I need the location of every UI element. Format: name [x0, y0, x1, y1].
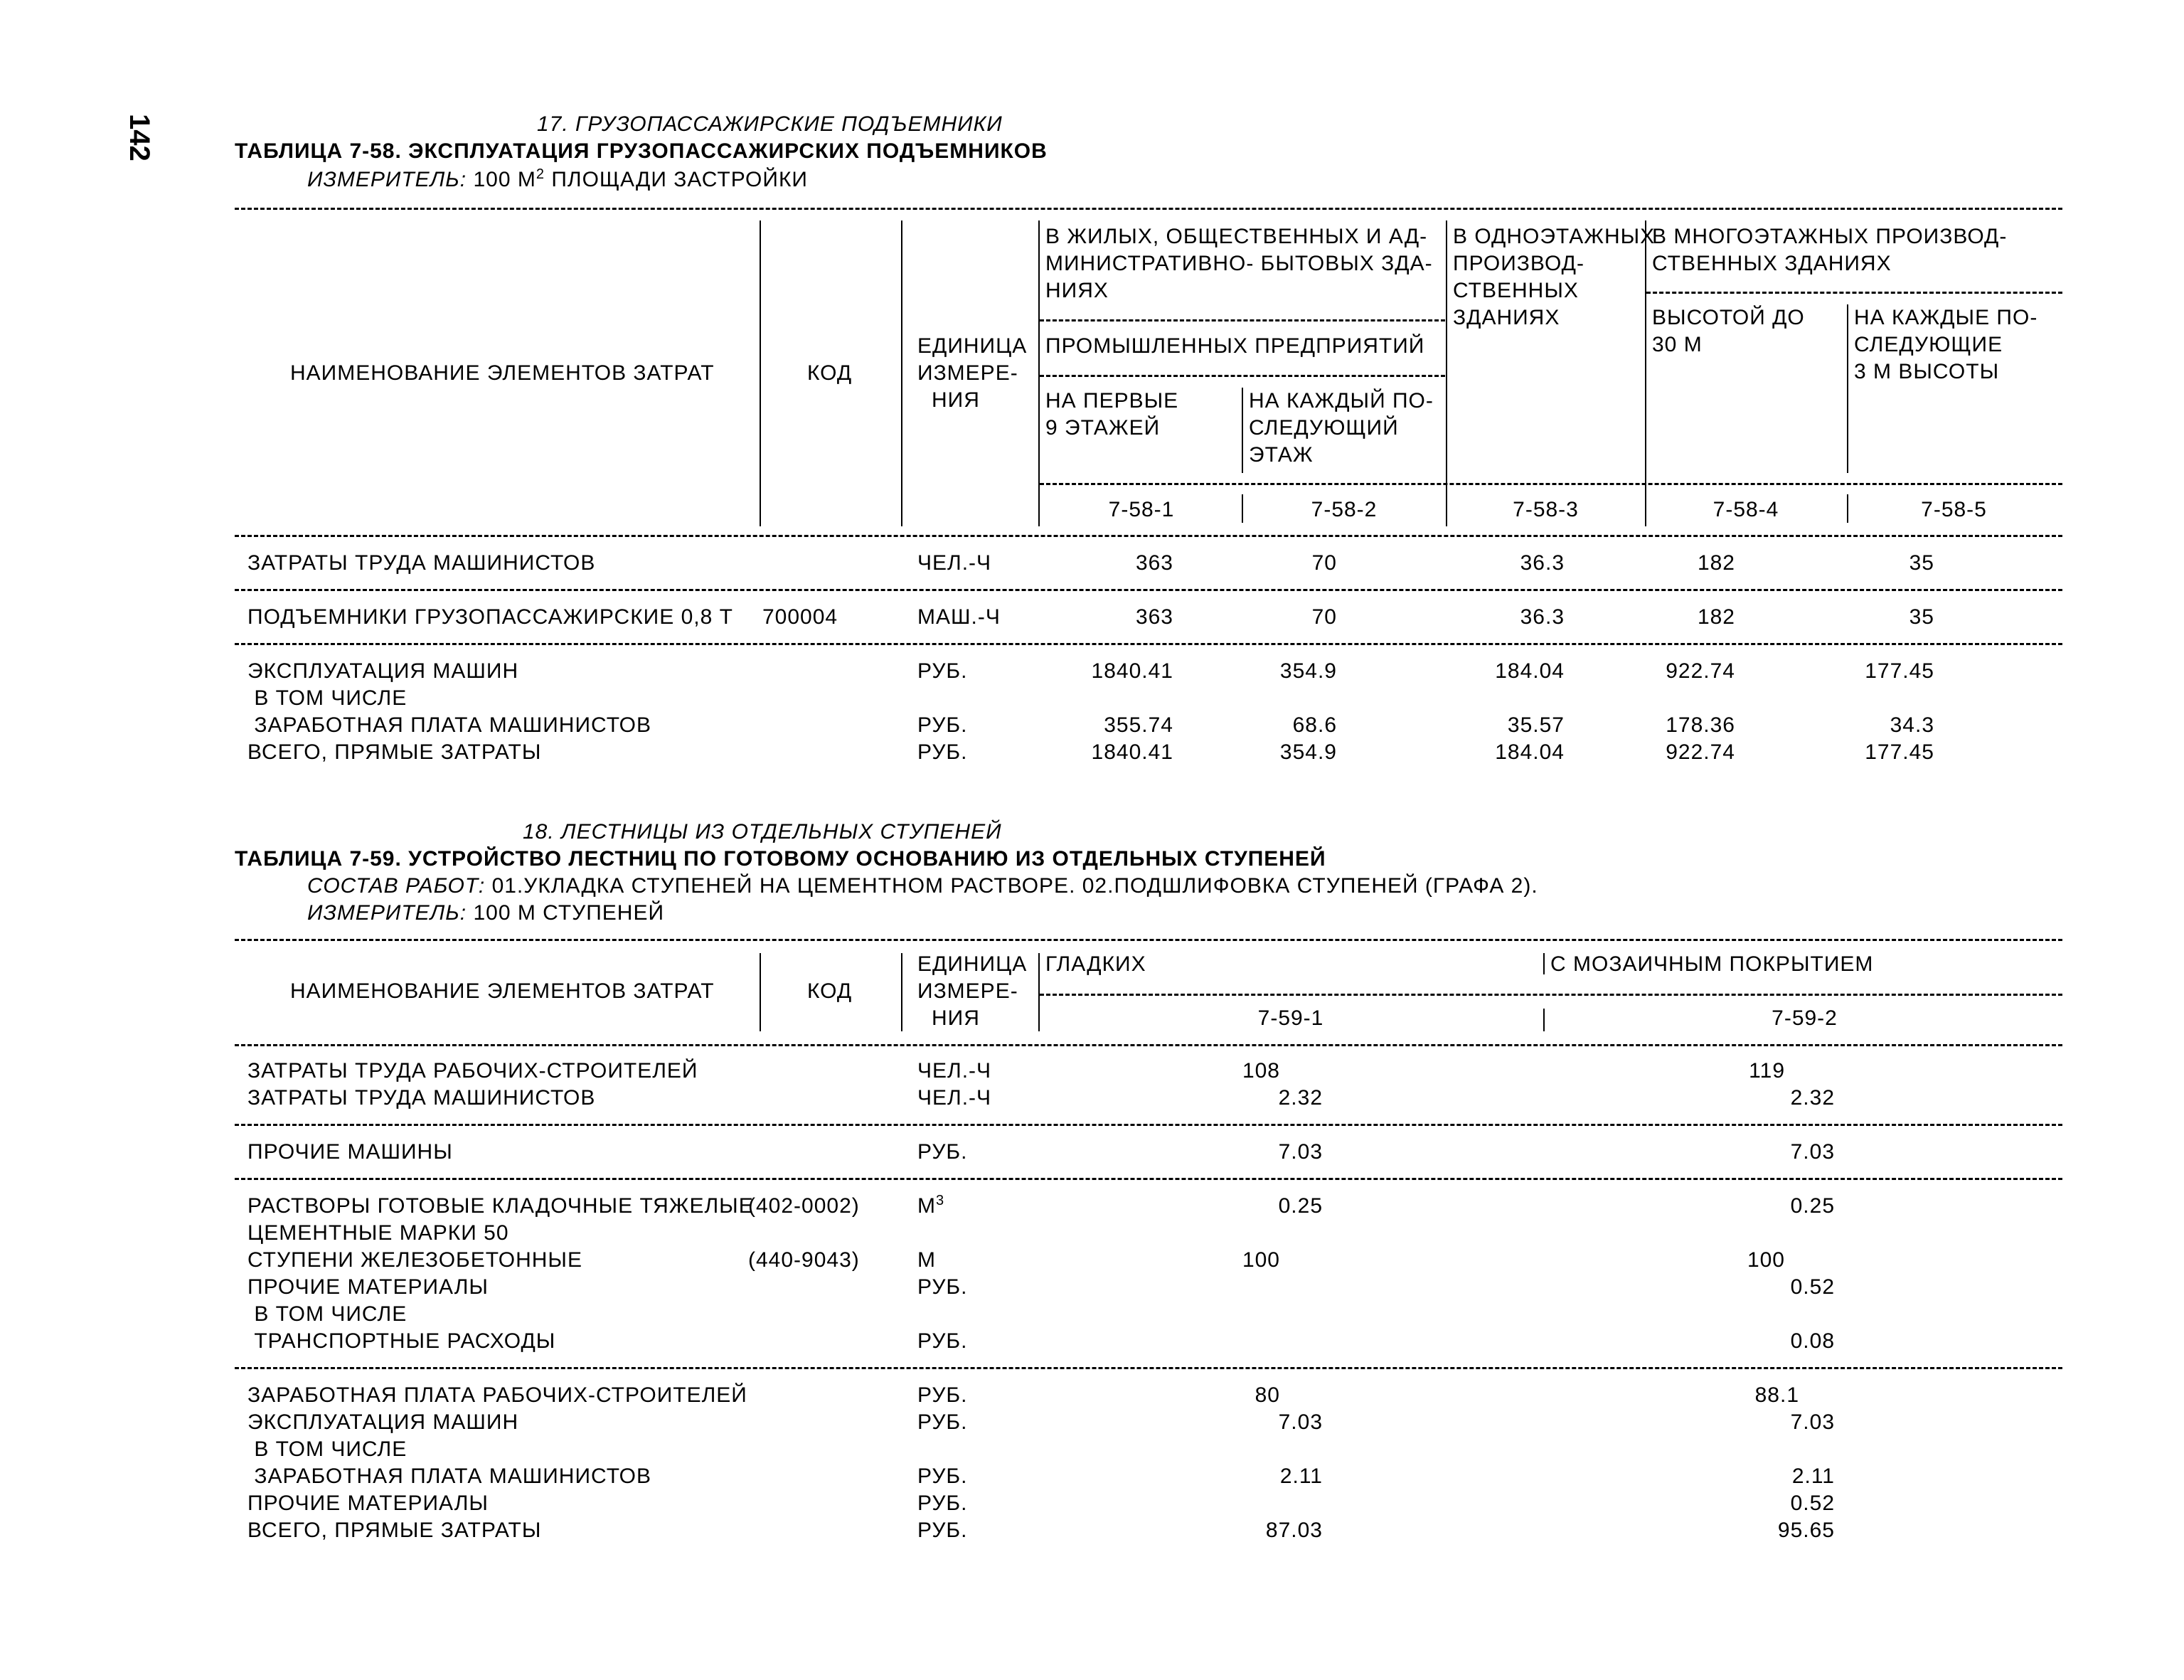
- code-7-58-2: 7-58-2: [1311, 498, 1378, 521]
- hdr-code: КОД: [807, 979, 853, 1003]
- sub1b-line1: НА КАЖДЫЙ ПО-: [1249, 389, 1434, 413]
- row-value: 7.03: [1790, 1410, 1835, 1434]
- row-name: ПРОЧИЕ МАТЕРИАЛЫ: [247, 1275, 489, 1299]
- row-value: 354.9: [1279, 740, 1337, 764]
- row-value: 80: [1255, 1383, 1280, 1407]
- sub3b-line1: НА КАЖДЫЕ ПО-: [1854, 306, 2038, 329]
- row-value: 119: [1749, 1059, 1785, 1083]
- grp1-line1: В ЖИЛЫХ, ОБЩЕСТВЕННЫХ И АД-: [1045, 225, 1428, 248]
- row-unit: РУБ.: [917, 1275, 968, 1299]
- row-name: ЗАТРАТЫ ТРУДА РАБОЧИХ-СТРОИТЕЛЕЙ: [247, 1059, 698, 1083]
- row-value: 177.45: [1865, 659, 1934, 683]
- row-unit: РУБ.: [917, 1383, 968, 1407]
- col-divider: [1242, 388, 1243, 473]
- rule: [235, 208, 2062, 210]
- section-18-heading: 18. ЛЕСТНИЦЫ ИЗ ОТДЕЛЬНЫХ СТУПЕНЕЙ: [523, 820, 1002, 844]
- row-name: В ТОМ ЧИСЛЕ: [247, 1302, 407, 1326]
- rule: [1646, 292, 2062, 294]
- row-name: ЭКСПЛУАТАЦИЯ МАШИН: [247, 659, 519, 683]
- row-value: 2.11: [1791, 1464, 1835, 1488]
- hdr-unit-3: НИЯ: [932, 1006, 980, 1030]
- row-name: ТРАНСПОРТНЫЕ РАСХОДЫ: [247, 1329, 556, 1353]
- col-divider: [1645, 220, 1646, 526]
- row-value: 70: [1311, 605, 1337, 629]
- rule: [235, 643, 2062, 645]
- row-value: 88.1: [1754, 1383, 1799, 1407]
- row-name: СТУПЕНИ ЖЕЛЕЗОБЕТОННЫЕ: [247, 1248, 582, 1272]
- sub1a-line2: 9 ЭТАЖЕЙ: [1045, 416, 1161, 440]
- row-value: 2.32: [1790, 1086, 1835, 1110]
- sub3a-line1: ВЫСОТОЙ ДО: [1652, 306, 1805, 329]
- rule: [1040, 994, 2062, 996]
- code-7-58-4: 7-58-4: [1712, 498, 1779, 521]
- row-value: 0.25: [1278, 1194, 1323, 1218]
- row-value: 354.9: [1279, 659, 1337, 683]
- hdr-code: КОД: [807, 361, 853, 385]
- col-divider: [760, 220, 761, 526]
- row-value: 177.45: [1865, 740, 1934, 764]
- rule: [235, 1367, 2062, 1369]
- section-17-heading: 17. ГРУЗОПАССАЖИРСКИЕ ПОДЪЕМНИКИ: [537, 112, 1003, 136]
- measure-value: 100 М СТУПЕНЕЙ: [473, 901, 665, 925]
- col-divider: [760, 953, 761, 1031]
- row-name: ПРОЧИЕ МАТЕРИАЛЫ: [247, 1492, 489, 1515]
- row-name: В ТОМ ЧИСЛЕ: [247, 1437, 407, 1461]
- col-divider: [901, 953, 902, 1031]
- col-divider: [1038, 953, 1040, 1031]
- row-unit: РУБ.: [917, 1519, 968, 1542]
- row-value: 2.32: [1278, 1086, 1323, 1110]
- grp2-line2: ПРОИЗВОД-: [1453, 252, 1584, 275]
- row-unit: ЧЕЛ.-Ч: [917, 1059, 992, 1083]
- table-7-58-measure: [307, 168, 808, 192]
- hdr-unit-1: ЕДИНИЦА: [917, 952, 1028, 976]
- col-divider: [1242, 494, 1243, 523]
- sub1b-line3: ЭТАЖ: [1249, 443, 1314, 467]
- row-value: 184.04: [1495, 659, 1565, 683]
- row-value: 922.74: [1666, 659, 1735, 683]
- row-value: 70: [1311, 551, 1337, 575]
- row-value: 1840.41: [1091, 659, 1173, 683]
- row-name: ЗАРАБОТНАЯ ПЛАТА РАБОЧИХ-СТРОИТЕЛЕЙ: [247, 1383, 747, 1407]
- row-value: 1840.41: [1091, 740, 1173, 764]
- rule: [1040, 483, 2062, 485]
- row-value: 0.25: [1790, 1194, 1835, 1218]
- row-name: ВСЕГО, ПРЯМЫЕ ЗАТРАТЫ: [247, 740, 542, 764]
- row-unit: РУБ.: [917, 713, 968, 737]
- table-7-59-composition: [307, 874, 1538, 898]
- sub3b-line3: 3 М ВЫСОТЫ: [1854, 360, 2000, 383]
- row-unit: ЧЕЛ.-Ч: [917, 1086, 992, 1110]
- rule: [235, 1124, 2062, 1126]
- grp3-line1: В МНОГОЭТАЖНЫХ ПРОИЗВОД-: [1652, 225, 2008, 248]
- col-divider: [1446, 220, 1447, 526]
- rule: [1040, 319, 1445, 321]
- row-unit: РУБ.: [917, 1492, 968, 1515]
- row-value: 100: [1242, 1248, 1280, 1272]
- unit-sup: 3: [936, 1193, 945, 1208]
- row-name: ПРОЧИЕ МАШИНЫ: [247, 1140, 453, 1164]
- row-unit: РУБ.: [917, 1410, 968, 1434]
- row-code: (440-9043): [748, 1248, 860, 1272]
- sub1b-line2: СЛЕДУЮЩИЙ: [1249, 416, 1399, 440]
- row-unit: [917, 1194, 944, 1218]
- row-name: В ТОМ ЧИСЛЕ: [247, 686, 407, 710]
- grp1-line2: МИНИСТРАТИВНО- БЫТОВЫХ ЗДА-: [1045, 252, 1433, 275]
- table-7-59-measure: [307, 901, 664, 925]
- rule: [235, 1178, 2062, 1180]
- row-value: 108: [1242, 1059, 1280, 1083]
- row-name: ЗАРАБОТНАЯ ПЛАТА МАШИНИСТОВ: [247, 713, 652, 737]
- row-value: 182: [1697, 605, 1735, 629]
- row-value: 87.03: [1265, 1519, 1323, 1542]
- measure-label: ИЗМЕРИТЕЛЬ:: [307, 901, 467, 925]
- row-name: ЗАТРАТЫ ТРУДА МАШИНИСТОВ: [247, 1086, 596, 1110]
- col-divider: [1543, 953, 1545, 974]
- row-value: 355.74: [1104, 713, 1173, 737]
- row-unit: РУБ.: [917, 1329, 968, 1353]
- row-value: 2.11: [1279, 1464, 1323, 1488]
- row-value: 363: [1135, 605, 1173, 629]
- sub3a-line2: 30 М: [1652, 333, 1703, 356]
- table-7-58-title: ТАБЛИЦА 7-58. ЭКСПЛУАТАЦИЯ ГРУЗОПАССАЖИРСКИХ ПОДЪЕМНИКОВ: [235, 139, 1048, 163]
- row-value: 178.36: [1666, 713, 1735, 737]
- col-divider: [1847, 304, 1848, 473]
- row-value: 184.04: [1495, 740, 1565, 764]
- row-unit: РУБ.: [917, 1140, 968, 1164]
- grp3-line2: СТВЕННЫХ ЗДАНИЯХ: [1652, 252, 1892, 275]
- code-7-58-3: 7-58-3: [1513, 498, 1579, 521]
- row-value: 95.65: [1777, 1519, 1835, 1542]
- row-unit: РУБ.: [917, 740, 968, 764]
- code-7-59-2: 7-59-2: [1772, 1006, 1838, 1030]
- row-value: 7.03: [1278, 1140, 1323, 1164]
- col-mosaic: С МОЗАИЧНЫМ ПОКРЫТИЕМ: [1550, 952, 1874, 976]
- grp2-line3: СТВЕННЫХ: [1453, 279, 1579, 302]
- row-value: 36.3: [1520, 605, 1565, 629]
- col-divider: [1038, 220, 1040, 526]
- rule: [1040, 375, 1445, 377]
- measure-sup: 2: [536, 166, 545, 182]
- hdr-unit-3: НИЯ: [932, 388, 980, 412]
- measure-label: ИЗМЕРИТЕЛЬ:: [307, 168, 467, 191]
- measure-tail: ПЛОЩАДИ ЗАСТРОЙКИ: [551, 168, 808, 191]
- page-number: 142: [124, 114, 155, 161]
- hdr-name: НАИМЕНОВАНИЕ ЭЛЕМЕНТОВ ЗАТРАТ: [290, 979, 715, 1003]
- row-unit: ЧЕЛ.-Ч: [917, 551, 992, 575]
- row-value: 35: [1909, 605, 1934, 629]
- rule: [235, 589, 2062, 591]
- row-value: 35: [1909, 551, 1934, 575]
- row-value: 7.03: [1790, 1140, 1835, 1164]
- sub1a-line1: НА ПЕРВЫЕ: [1045, 389, 1179, 413]
- row-name: ЦЕМЕНТНЫЕ МАРКИ 50: [247, 1221, 509, 1245]
- col-divider: [1543, 1009, 1545, 1031]
- hdr-name: НАИМЕНОВАНИЕ ЭЛЕМЕНТОВ ЗАТРАТ: [290, 361, 715, 385]
- grp2-line1: В ОДНОЭТАЖНЫХ: [1453, 225, 1656, 248]
- row-value: 0.08: [1790, 1329, 1835, 1353]
- row-name: ВСЕГО, ПРЯМЫЕ ЗАТРАТЫ: [247, 1519, 542, 1542]
- row-value: 0.52: [1790, 1275, 1835, 1299]
- row-name: РАСТВОРЫ ГОТОВЫЕ КЛАДОЧНЫЕ ТЯЖЕЛЫЕ: [247, 1194, 754, 1218]
- row-name: ЭКСПЛУАТАЦИЯ МАШИН: [247, 1410, 519, 1434]
- table-7-59-title: ТАБЛИЦА 7-59. УСТРОЙСТВО ЛЕСТНИЦ ПО ГОТОВОМУ ОСНОВАНИЮ ИЗ ОТДЕЛЬНЫХ СТУПЕНЕЙ: [235, 847, 1326, 871]
- hdr-unit-2: ИЗМЕРЕ-: [917, 361, 1018, 385]
- row-unit: МАШ.-Ч: [917, 605, 1001, 629]
- grp1-line4: ПРОМЫШЛЕННЫХ ПРЕДПРИЯТИЙ: [1045, 334, 1425, 358]
- row-name: ЗАРАБОТНАЯ ПЛАТА МАШИНИСТОВ: [247, 1464, 652, 1488]
- row-code: 700004: [762, 605, 838, 629]
- col-smooth: ГЛАДКИХ: [1045, 952, 1146, 976]
- col-divider: [1847, 494, 1848, 523]
- row-unit: М: [917, 1248, 936, 1272]
- row-value: 7.03: [1278, 1410, 1323, 1434]
- composition-label: СОСТАВ РАБОТ:: [307, 874, 486, 898]
- code-7-59-1: 7-59-1: [1257, 1006, 1324, 1030]
- rule: [235, 1044, 2062, 1046]
- col-divider: [901, 220, 902, 526]
- row-value: 363: [1135, 551, 1173, 575]
- row-value: 36.3: [1520, 551, 1565, 575]
- row-name: ЗАТРАТЫ ТРУДА МАШИНИСТОВ: [247, 551, 596, 575]
- hdr-unit-2: ИЗМЕРЕ-: [917, 979, 1018, 1003]
- composition-value: 01.УКЛАДКА СТУПЕНЕЙ НА ЦЕМЕНТНОМ РАСТВОРЕ. 02.ПОДШЛИФОВКА СТУПЕНЕЙ (ГРАФА 2).: [491, 874, 1538, 898]
- unit-base: М: [917, 1194, 936, 1218]
- row-value: 100: [1747, 1248, 1785, 1272]
- row-value: 922.74: [1666, 740, 1735, 764]
- rule: [235, 939, 2062, 941]
- row-code: (402-0002): [748, 1194, 860, 1218]
- row-value: 0.52: [1790, 1492, 1835, 1515]
- row-value: 68.6: [1292, 713, 1337, 737]
- row-value: 182: [1697, 551, 1735, 575]
- row-value: 35.57: [1507, 713, 1565, 737]
- row-unit: РУБ.: [917, 1464, 968, 1488]
- measure-value: 100 М: [473, 168, 536, 191]
- grp2-line4: ЗДАНИЯХ: [1453, 306, 1560, 329]
- hdr-unit-1: ЕДИНИЦА: [917, 334, 1028, 358]
- rule: [235, 535, 2062, 537]
- row-value: 34.3: [1890, 713, 1934, 737]
- code-7-58-5: 7-58-5: [1921, 498, 1987, 521]
- code-7-58-1: 7-58-1: [1108, 498, 1175, 521]
- row-unit: РУБ.: [917, 659, 968, 683]
- sub3b-line2: СЛЕДУЮЩИЕ: [1854, 333, 2003, 356]
- row-name: ПОДЪЕМНИКИ ГРУЗОПАССАЖИРСКИЕ 0,8 Т: [247, 605, 733, 629]
- grp1-line3: НИЯХ: [1045, 279, 1109, 302]
